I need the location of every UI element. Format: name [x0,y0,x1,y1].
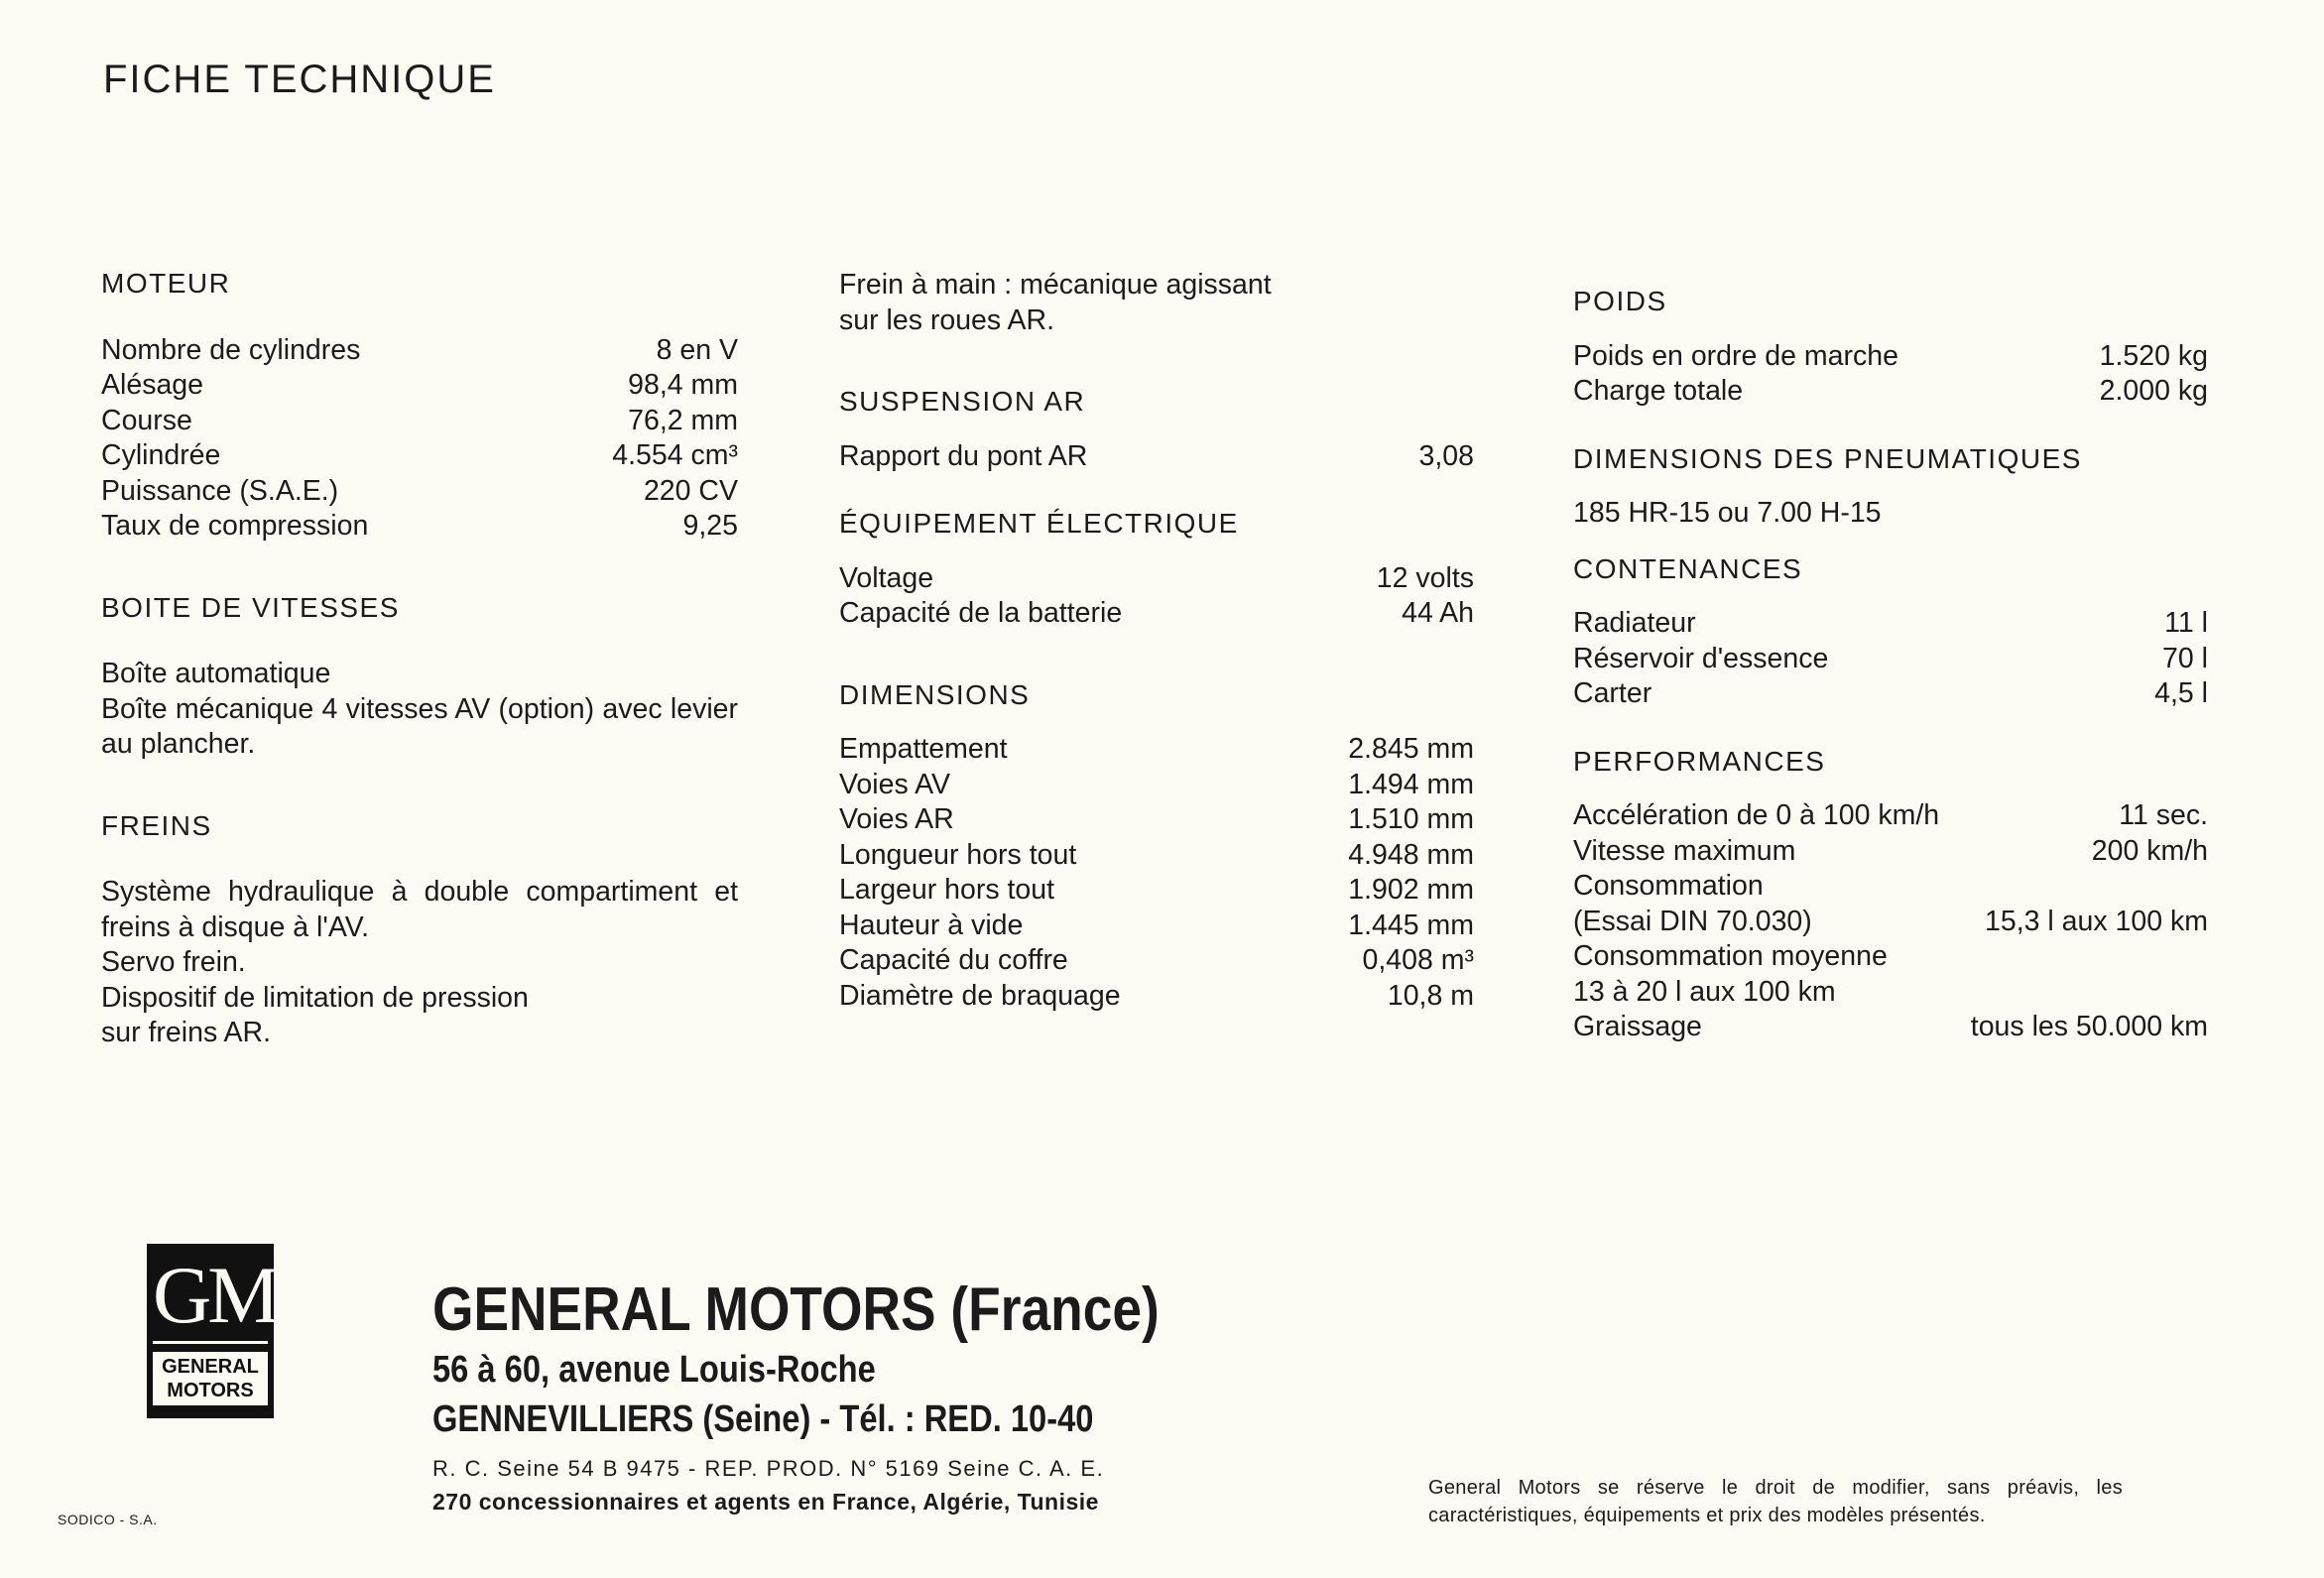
spec-row [839,439,1474,475]
spec-label: Voies AV [839,768,950,800]
gm-monogram: GM [153,1250,268,1344]
spec-value: 10,8 m [1387,979,1474,1012]
spec-row [839,768,1474,803]
spec-row [1573,606,2208,642]
boite-line: Boîte mécanique 4 vitesses AV (option) avec levier au plancher. [101,692,738,760]
section-heading-boite: BOITE DE VITESSES [101,591,400,623]
spec-value: 220 CV [643,474,738,507]
spec-row [1573,1010,2208,1045]
spec-label: Alésage [101,369,203,401]
spec-row [1573,676,2208,712]
page-title: FICHE TECHNIQUE [103,58,496,101]
spec-label: Puissance (S.A.E.) [101,474,339,507]
spec-label: Consommation [1573,870,1764,902]
pneus-line: 185 HR-15 ou 7.00 H-15 [1573,497,1882,529]
spec-label: Radiateur [1573,607,1696,639]
spec-label: Carter [1573,677,1652,709]
company-block [432,1275,1278,1519]
gm-logo-line: GENERAL [162,1356,259,1378]
spec-value: 1.494 mm [1348,768,1474,800]
spec-row [1573,834,2208,870]
spec-label: Charge totale [1573,375,1744,407]
spec-label: Poids en ordre de marche [1573,339,1898,372]
spec-row [101,333,738,369]
column-middle [839,268,1474,1014]
spec-row [839,561,1474,597]
column-left [101,266,738,1051]
spec-row [1573,642,2208,677]
spec-value: 4,5 l [2154,677,2208,709]
spec-label: Réservoir d'essence [1573,642,1829,674]
spec-value: 76,2 mm [628,404,738,436]
spec-label: Longueur hors tout [839,838,1077,871]
spec-label: Accélération de 0 à 100 km/h [1573,799,1940,831]
section-heading-performances: PERFORMANCES [1573,745,1826,777]
spec-label: Diamètre de braquage [839,979,1121,1012]
freins-line: Servo frein. [101,946,246,978]
spec-value: 1.445 mm [1348,909,1474,941]
spec-value: 98,4 mm [628,369,738,401]
spec-value: 15,3 l aux 100 km [1985,905,2208,937]
company-address: 56 à 60, avenue Louis-Roche [432,1349,876,1391]
spec-row [839,979,1474,1015]
spec-row [101,438,738,474]
spec-label: Cylindrée [101,439,221,471]
spec-label: Vitesse maximum [1573,834,1796,867]
spec-row [1573,339,2208,375]
spec-label: Graissage [1573,1011,1702,1042]
spec-list-dimensions [839,732,1474,1014]
spec-value: 11 l [2164,607,2208,639]
section-heading-freins: FREINS [101,809,212,841]
spec-label: Consommation moyenne [1573,940,1888,972]
spec-value: 4.554 cm³ [612,439,738,471]
section-heading-suspension: SUSPENSION AR [839,386,1086,417]
spec-row [101,474,738,510]
company-dealers: 270 concessionnaires et agents en France, Algérie, Tunisie [432,1489,1099,1515]
section-heading-contenances: CONTENANCES [1573,552,1803,584]
spec-row [1573,905,2208,940]
spec-row [1573,939,2208,975]
spec-row [839,596,1474,632]
spec-value: 1.510 mm [1348,803,1474,835]
printer-credit: SODICO - S.A. [58,1512,158,1527]
company-registry: R. C. Seine 54 B 9475 - REP. PROD. N° 5169 Seine C. A. E. [432,1456,1105,1481]
spec-value: tous les 50.000 km [1970,1011,2208,1042]
spec-row [839,838,1474,874]
spec-row [1573,869,2208,905]
frein-main-line: sur les roues AR. [839,303,1055,336]
spec-value: 0,408 m³ [1362,944,1474,976]
section-heading-pneus: DIMENSIONS DES PNEUMATIQUES [1573,442,2082,474]
freins-line: sur freins AR. [101,1017,272,1048]
spec-row [101,509,738,545]
spec-row [839,909,1474,944]
gm-logo [147,1244,277,1418]
spec-value: 3,08 [1418,439,1474,472]
section-heading-electrique: ÉQUIPEMENT ÉLECTRIQUE [839,508,1239,539]
spec-row [101,368,738,404]
spec-value: 200 km/h [2091,834,2208,867]
spec-value: 2.845 mm [1348,733,1474,765]
spec-label: Taux de compression [101,510,369,542]
company-name: GENERAL MOTORS (France) [432,1275,1160,1344]
spec-value: 70 l [2162,642,2208,674]
section-heading-dimensions: DIMENSIONS [839,678,1031,710]
spec-row [839,873,1474,909]
spec-label: Capacité du coffre [839,944,1068,976]
spec-label: Voies AR [839,803,954,835]
freins-line: Système hydraulique à double compartiment et freins à disque à l'AV. [101,876,738,943]
spec-list-moteur [101,333,738,545]
spec-label: Empattement [839,733,1008,765]
spec-row [1573,374,2208,410]
spec-label: Rapport du pont AR [839,439,1088,472]
spec-value: 1.902 mm [1348,874,1474,906]
spec-label: Capacité de la batterie [839,597,1123,629]
spec-row [1573,798,2208,834]
spec-label: (Essai DIN 70.030) [1573,905,1812,937]
spec-label: Voltage [839,561,934,594]
spec-label: Hauteur à vide [839,909,1024,941]
section-heading-moteur: MOTEUR [101,268,231,299]
spec-value: 4.948 mm [1348,838,1474,871]
spec-value: 12 volts [1376,561,1474,594]
column-right [1573,284,2208,1045]
spec-row [101,404,738,439]
spec-value: 2.000 kg [2099,375,2208,407]
spec-label: 13 à 20 l aux 100 km [1573,975,1836,1008]
spec-row [839,943,1474,979]
spec-list-performances [1573,798,2208,1045]
spec-label: Nombre de cylindres [101,333,361,366]
gm-logo-line: MOTORS [167,1380,254,1401]
section-heading-poids: POIDS [1573,286,1667,316]
boite-line: Boîte automatique [101,658,331,689]
spec-value: 9,25 [682,510,738,542]
spec-label: Course [101,404,192,436]
spec-value: 44 Ah [1402,597,1474,629]
spec-row [839,732,1474,768]
gm-logo-wordmark [153,1352,268,1405]
frein-main-line: Frein à main : mécanique agissant [839,269,1272,301]
spec-row [1573,975,2208,1011]
spec-value: 1.520 kg [2099,339,2208,372]
spec-value: 11 sec. [2119,799,2208,831]
freins-line: Dispositif de limitation de pression [101,981,529,1014]
company-city: GENNEVILLIERS (Seine) - Tél. : RED. 10-40 [432,1398,1094,1440]
disclaimer: General Motors se réserve le droit de modifier, sans préavis, les caractéristiques, équipements et prix des modèles présentés. [1428,1477,2123,1526]
spec-label: Largeur hors tout [839,874,1055,906]
spec-value: 8 en V [656,333,738,366]
spec-row [839,802,1474,838]
